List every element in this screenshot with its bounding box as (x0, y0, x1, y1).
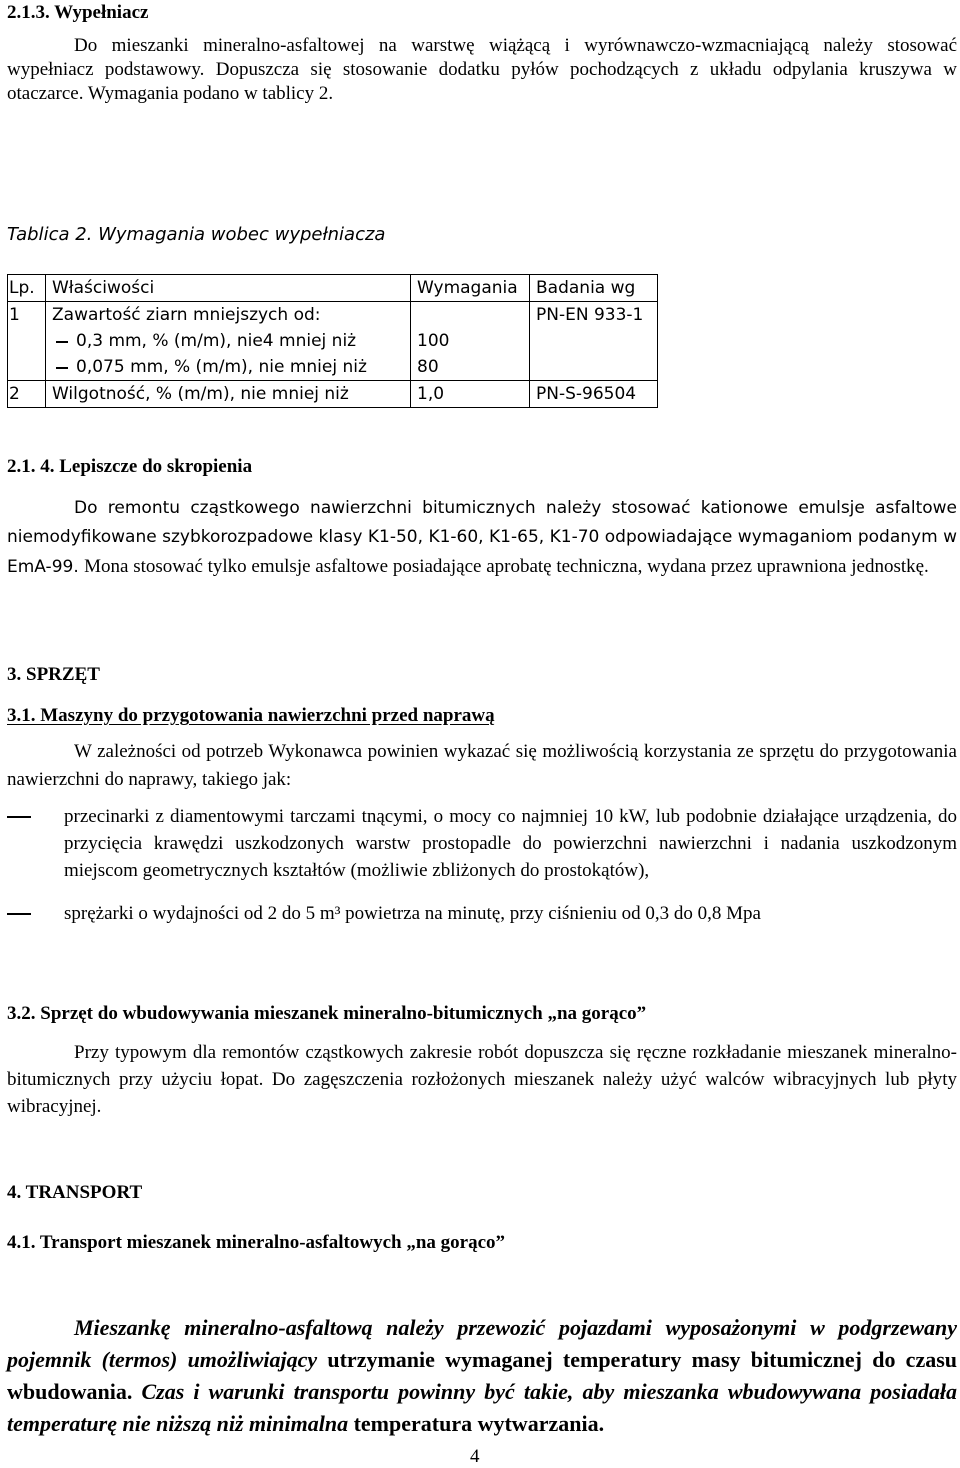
paragraph-lepiszcze (7, 494, 957, 582)
paragraph-transport (7, 1312, 957, 1440)
row1-lp: 1 (8, 302, 46, 381)
list-item: sprężarki o wydajności od 2 do 5 m³ powietrza na minutę, przy ciśnieniu od 0,3 do 0,8 Mpa (7, 900, 957, 927)
equipment-list (7, 803, 957, 927)
section-heading-2-1-4: 2.1. 4. Lepiszcze do skropienia (7, 456, 253, 477)
page-number: 4 (470, 1446, 480, 1467)
paragraph-sprzet-wbudowywania: Przy typowym dla remontów cząstkowych zakresie robót dopuszcza się ręczne rozkładanie mieszanek mineralno-bitumicznych przy użyciu łopat. Do zagęszczenia rozłożonych mieszanek należy użyć walców wibracyjnych lub płyty wibracyjnej. (7, 1042, 957, 1117)
section-heading-4-1: 4.1. Transport mieszanek mineralno-asfaltowych „na gorąco” (7, 1232, 506, 1253)
table-row (8, 302, 658, 381)
transport-text-italic-2: Czas i warunki transportu powinny być takie, aby mieszanka wbudowywana posiadała temperaturę nie niższą niż minimalna (7, 1379, 957, 1436)
section-heading-3: 3. SPRZĘT (7, 664, 100, 685)
paragraph-wypelniacz: Do mieszanki mineralno-asfaltowej na warstwę wiążącą i wyrównawczo-wzmacniającą należy stosować wypełniacz podstawowy. Dopuszcza się stosowanie dodatku pyłów pochodzących z układu odpylania kruszywa w otaczarce. Wymagania podano w tablicy 2. (7, 35, 957, 104)
header-properties: Właściwości (46, 275, 411, 302)
row2-test-method: PN-S-96504 (530, 381, 658, 408)
paragraph-lepiszcze-b: Mona stosować tylko emulsje asfaltowe posiadające aprobatę techniczna, wydana przez uprawniona jednostkę. (84, 556, 929, 577)
paragraph-lepiszcze-a: Do remontu cząstkowego nawierzchni bitumicznych należy stosować kationowe emulsje asfaltowe niemodyfikowane szybkorozpadowe klasy K1-50, K1-60, K1-65, K1-70 odpowiadające wymaganiom podanym w EmA-99. (7, 498, 957, 577)
table-header-row (8, 275, 658, 302)
transport-text-italic-1: Mieszankę mineralno-asfaltową należy przewozić pojazdami wyposażonymi w podgrzewany pojemnik (termos) umożliwiający (7, 1315, 957, 1372)
section-heading-2-1-3: 2.1.3. Wypełniacz (7, 2, 149, 23)
transport-text-bold-1: utrzymanie wymaganej temperatury masy bitumicznej do czasu wbudowania. (7, 1347, 958, 1404)
row1-test-method: PN-EN 933-1 (530, 302, 658, 381)
row2-property: Wilgotność, % (m/m), nie mniej niż (46, 381, 411, 408)
row1-sub2-value: 80 (417, 357, 439, 377)
row1-property (46, 302, 411, 381)
section-heading-3-1-text: 3.1. Maszyny do przygotowania nawierzchni przed naprawą (7, 705, 495, 726)
row1-sub2-property: 0,075 mm, % (m/m), nie mniej niż (52, 354, 404, 380)
header-lp: Lp. (8, 275, 46, 302)
section-heading-4: 4. TRANSPORT (7, 1182, 143, 1203)
table-row (8, 381, 658, 408)
table-caption: Tablica 2. Wymagania wobec wypełniacza (7, 224, 386, 245)
row1-sub1-property: 0,3 mm, % (m/m), nie4 mniej niż (52, 328, 404, 354)
requirements-table (7, 274, 658, 408)
section-heading-3-2: 3.2. Sprzęt do wbudowywania mieszanek mineralno-bitumicznych „na gorąco” (7, 1003, 647, 1024)
row1-sub1-value: 100 (417, 331, 450, 351)
list-item: przecinarki z diamentowymi tarczami tnącymi, o mocy co najmniej 10 kW, lub podobnie działające urządzenia, do przycięcia krawędzi uszkodzonych warstw prostopadle do powierzchni nawierzchni i nadania uszkodzonym miejscom geometrycznych kształtów (możliwie zbliżonych do prostokątów), (7, 803, 957, 884)
header-test-method: Badania wg (530, 275, 658, 302)
header-requirements: Wymagania (411, 275, 530, 302)
row2-lp: 2 (8, 381, 46, 408)
row1-property-label: Zawartość ziarn mniejszych od: (52, 305, 321, 325)
row2-value: 1,0 (411, 381, 530, 408)
paragraph-maszyny: W zależności od potrzeb Wykonawca powinien wykazać się możliwością korzystania ze sprzętu do przygotowania nawierzchni do naprawy, takiego jak: (7, 741, 957, 790)
row1-requirements (411, 302, 530, 381)
transport-text-bold-2: temperatura wytwarzania. (353, 1411, 605, 1436)
section-heading-3-1 (7, 705, 495, 727)
